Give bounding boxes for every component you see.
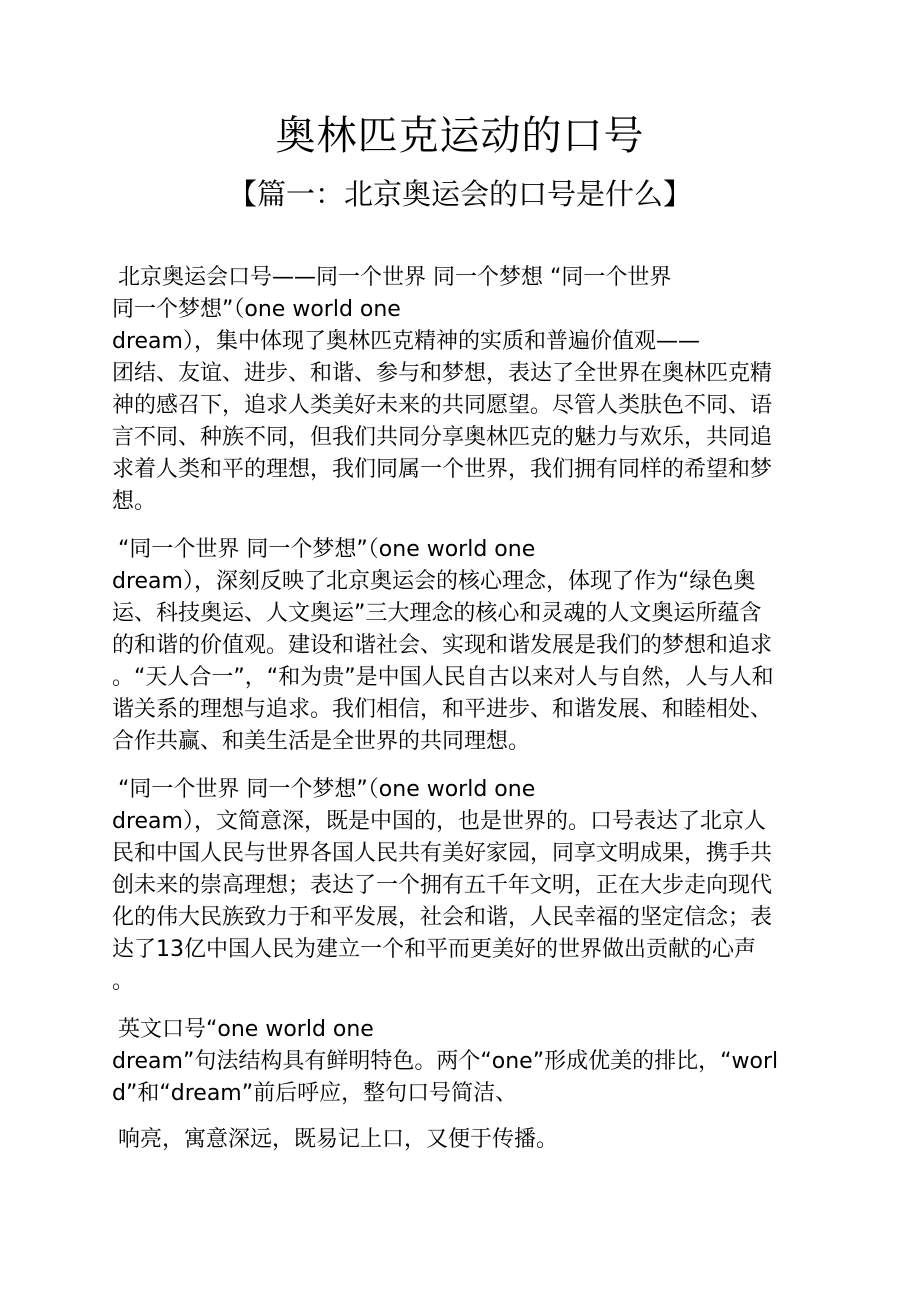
paragraph-line: 谐关系的理想与追求。我们相信，和平进步、和谐发展、和睦相处、 (112, 697, 773, 722)
paragraph-line: 团结、友谊、进步、和谐、参与和梦想，表达了全世界在奥林匹克精 (112, 361, 773, 386)
paragraph-line: 。 (112, 969, 135, 994)
document-subtitle: 【篇一：北京奥运会的口号是什么】 (227, 177, 692, 211)
paragraph-1 (112, 262, 812, 518)
paragraph-line: 言不同、种族不同，但我们共同分享奥林匹克的魅力与欢乐，共同追 (112, 425, 773, 450)
paragraph-3 (112, 774, 812, 998)
document-title: 奥林匹克运动的口号 (275, 113, 645, 159)
paragraph-line: 达了13亿中国人民为建立一个和平而更美好的世界做出贡献的心声 (112, 937, 756, 962)
paragraph-line: d”和“dream”前后呼应，整句口号简洁、 (112, 1081, 518, 1106)
paragraph-line: 响亮，寓意深远，既易记上口，又便于传播。 (118, 1127, 559, 1152)
paragraph-line: dream），深刻反映了北京奥运会的核心理念，体现了作为“绿色奥 (112, 569, 756, 594)
paragraph-line: 合作共赢、和美生活是全世界的共同理想。 (112, 729, 531, 754)
paragraph-line: dream”句法结构具有鲜明特色。两个“one”形成优美的排比，“worl (112, 1049, 779, 1074)
paragraph-line: “同一个世界 同一个梦想”（one world one (118, 537, 536, 562)
paragraph-line: 民和中国人民与世界各国人民共有美好家园，同享文明成果，携手共 (112, 841, 773, 866)
paragraph-line: 化的伟大民族致力于和平发展，社会和谐，人民幸福的坚定信念；表 (112, 905, 773, 930)
paragraph-line: 的和谐的价值观。建设和谐社会、实现和谐发展是我们的梦想和追求 (112, 633, 773, 658)
paragraph-line: dream），文简意深，既是中国的，也是世界的。口号表达了北京人 (112, 809, 766, 834)
paragraph-line: 英文口号“one world one (118, 1017, 374, 1042)
paragraph-5 (112, 1124, 812, 1156)
paragraph-line: 运、科技奥运、人文奥运”三大理念的核心和灵魂的人文奥运所蕴含 (112, 601, 762, 626)
paragraph-line: “同一个世界 同一个梦想”（one world one (118, 777, 536, 802)
paragraph-line: 同一个梦想”（one world one (112, 297, 401, 322)
paragraph-line: 求着人类和平的理想，我们同属一个世界，我们拥有同样的希望和梦 (112, 457, 773, 482)
paragraph-line: 神的感召下，追求人类美好未来的共同愿望。尽管人类肤色不同、语 (112, 393, 773, 418)
paragraph-line: 。“天人合一”，“和为贵”是中国人民自古以来对人与自然，人与人和 (112, 665, 774, 690)
paragraph-line: 北京奥运会口号——同一个世界 同一个梦想 “同一个世界 (118, 265, 672, 290)
paragraph-2 (112, 534, 812, 758)
paragraph-line: 创未来的崇高理想；表达了一个拥有五千年文明，正在大步走向现代 (112, 873, 773, 898)
paragraph-4 (112, 1014, 812, 1110)
paragraph-line: dream），集中体现了奥林匹克精神的实质和普遍价值观—— (112, 329, 700, 354)
paragraph-line: 想。 (112, 489, 157, 514)
